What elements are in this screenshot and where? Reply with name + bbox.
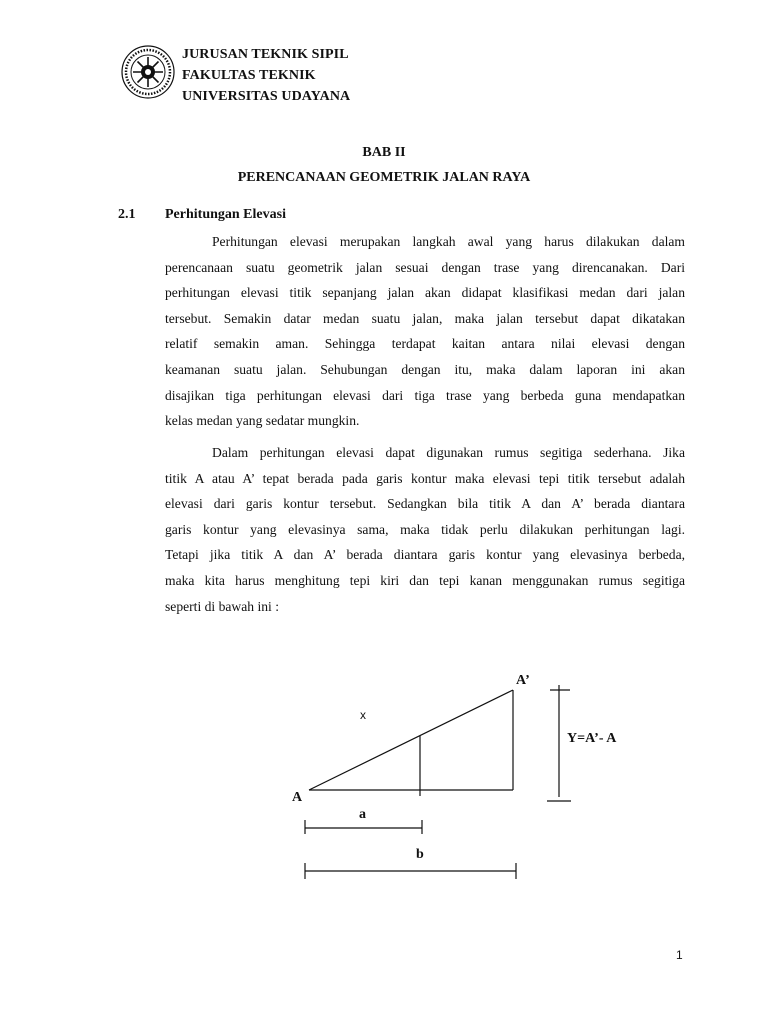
label-small-a: a bbox=[359, 807, 366, 822]
paragraph-line: Tetapi jika titik A dan A’ berada diantara garis kontur yang elevasinya berbeda, bbox=[165, 547, 685, 563]
paragraph-line: Dalam perhitungan elevasi dapat digunakan rumus segitiga sederhana. Jika bbox=[212, 445, 685, 460]
paragraph-line: perhitungan elevasi titik sepanjang jalan akan didapat klasifikasi medan dari jalan bbox=[165, 285, 685, 301]
paragraph-line: kelas medan yang sedatar mungkin. bbox=[165, 413, 360, 429]
page-number: 1 bbox=[676, 948, 683, 962]
paragraph-line: tersebut. Semakin datar medan suatu jalan, maka jalan tersebut dapat dikatakan bbox=[165, 310, 685, 326]
paragraph-line: titik A atau A’ tepat berada pada garis kontur maka elevasi tepi titik tersebut adalah bbox=[165, 470, 685, 486]
label-a-prime: A’ bbox=[516, 673, 530, 688]
paragraph-line: seperti di bawah ini : bbox=[165, 598, 280, 614]
university-name: UNIVERSITAS UDAYANA bbox=[182, 89, 351, 104]
chapter-number: BAB II bbox=[362, 145, 406, 160]
paragraph-line: maka kita harus menghitung tepi kiri dan tepi kanan menggunakan rumus segitiga bbox=[165, 572, 685, 588]
section-title: Perhitungan Elevasi bbox=[165, 207, 286, 222]
triangle-hypotenuse bbox=[309, 690, 513, 790]
faculty-name: FAKULTAS TEKNIK bbox=[182, 68, 316, 83]
label-x: x bbox=[360, 708, 366, 722]
paragraph-line: keamanan suatu jalan. Sehubungan dengan itu, maka dalam laporan ini akan bbox=[165, 361, 685, 377]
paragraph-line: garis kontur yang elevasinya sama, maka tidak perlu dilakukan perhitungan lagi. bbox=[165, 521, 685, 537]
paragraph-line: relatif semakin aman. Sehingga terdapat kaitan antara nilai elevasi dengan bbox=[165, 336, 685, 352]
department-name: JURUSAN TEKNIK SIPIL bbox=[182, 47, 349, 62]
paragraph-line: disajikan tiga perhitungan elevasi dari tiga trase yang berbeda guna mendapatkan bbox=[165, 387, 685, 403]
label-a: A bbox=[292, 790, 303, 805]
section-number: 2.1 bbox=[118, 207, 136, 222]
paragraph-line: Perhitungan elevasi merupakan langkah awal yang harus dilakukan dalam bbox=[212, 234, 685, 249]
paragraph-line: elevasi dari garis kontur tersebut. Sedangkan bila titik A dan A’ berada diantara bbox=[165, 496, 685, 512]
label-b: b bbox=[416, 847, 424, 862]
label-y-formula: Y=A’- A bbox=[567, 731, 617, 746]
paragraph-line: perencanaan suatu geometrik jalan sesuai dengan trase yang direncanakan. Dari bbox=[165, 259, 685, 275]
chapter-title: PERENCANAAN GEOMETRIK JALAN RAYA bbox=[237, 170, 531, 185]
